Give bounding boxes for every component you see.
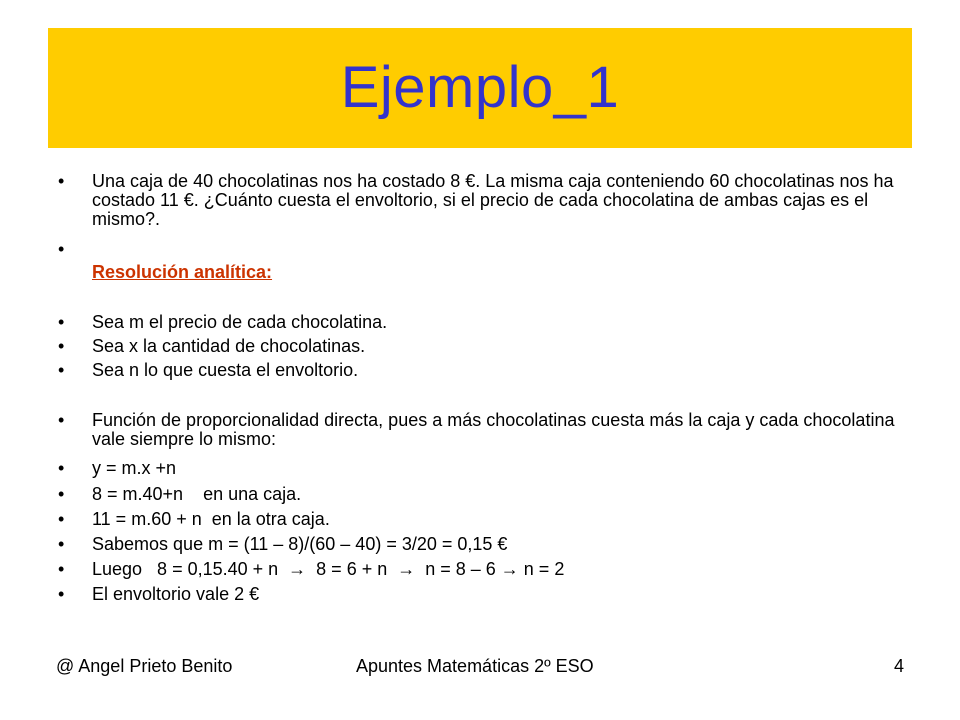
problem-statement: Una caja de 40 chocolatinas nos ha costado 8 €. La misma caja conteniendo 60 chocolatinas nos ha costado 11 €. ¿Cuánto cuesta el envoltorio, si el precio de cada chocolatina de ambas cajas es el mismo?. [92, 171, 899, 229]
list-item [58, 585, 908, 604]
slide-title: Ejemplo_1 [340, 55, 620, 120]
list-item [58, 459, 908, 478]
solve-n: Luego 8 = 0,15.40 + n → 8 = 6 + n → n = 8 – 6 → n = 2 [92, 559, 565, 579]
definition-x: Sea x la cantidad de chocolatinas. [92, 336, 366, 356]
bullet-icon: • [58, 410, 65, 430]
slope-calculation: Sabemos que m = (11 – 8)/(60 – 40) = 3/20 = 0,15 € [92, 534, 508, 554]
list-item [58, 411, 908, 449]
resolution-heading: Resolución analítica: [92, 262, 273, 282]
list-item [58, 337, 908, 356]
title-bar [48, 28, 912, 148]
footer-course: Apuntes Matemáticas 2º ESO [356, 656, 594, 676]
footer-page-number: 4 [894, 656, 905, 676]
definition-n: Sea n lo que cuesta el envoltorio. [92, 360, 359, 380]
equation-general: y = m.x +n [92, 458, 177, 478]
bullet-icon: • [58, 509, 65, 529]
function-description: Función de proporcionalidad directa, pues a más chocolatinas cuesta más la caja y cada chocolatina vale siempre lo mismo: [92, 410, 900, 449]
bullet-icon: • [58, 559, 65, 579]
list-item [58, 172, 908, 229]
bullet-icon: • [58, 360, 65, 380]
bullet-icon: • [58, 239, 65, 259]
footer-author: @ Angel Prieto Benito [56, 656, 233, 676]
list-item [58, 560, 908, 579]
bullet-icon: • [58, 336, 65, 356]
bullet-icon: • [58, 484, 65, 504]
list-item [58, 510, 908, 529]
list-item [58, 535, 908, 554]
equation-box-1: 8 = m.40+n en una caja. [92, 484, 302, 504]
bullet-icon: • [58, 171, 65, 191]
equation-box-2: 11 = m.60 + n en la otra caja. [92, 509, 330, 529]
bullet-icon: • [58, 458, 65, 478]
list-item [58, 485, 908, 504]
list-item [58, 361, 908, 380]
resolution-heading-row [58, 263, 908, 282]
bullet-icon: • [58, 534, 65, 554]
list-item [58, 313, 908, 332]
bullet-icon: • [58, 312, 65, 332]
conclusion: El envoltorio vale 2 € [92, 584, 260, 604]
definition-m: Sea m el precio de cada chocolatina. [92, 312, 388, 332]
bullet-icon: • [58, 584, 65, 604]
